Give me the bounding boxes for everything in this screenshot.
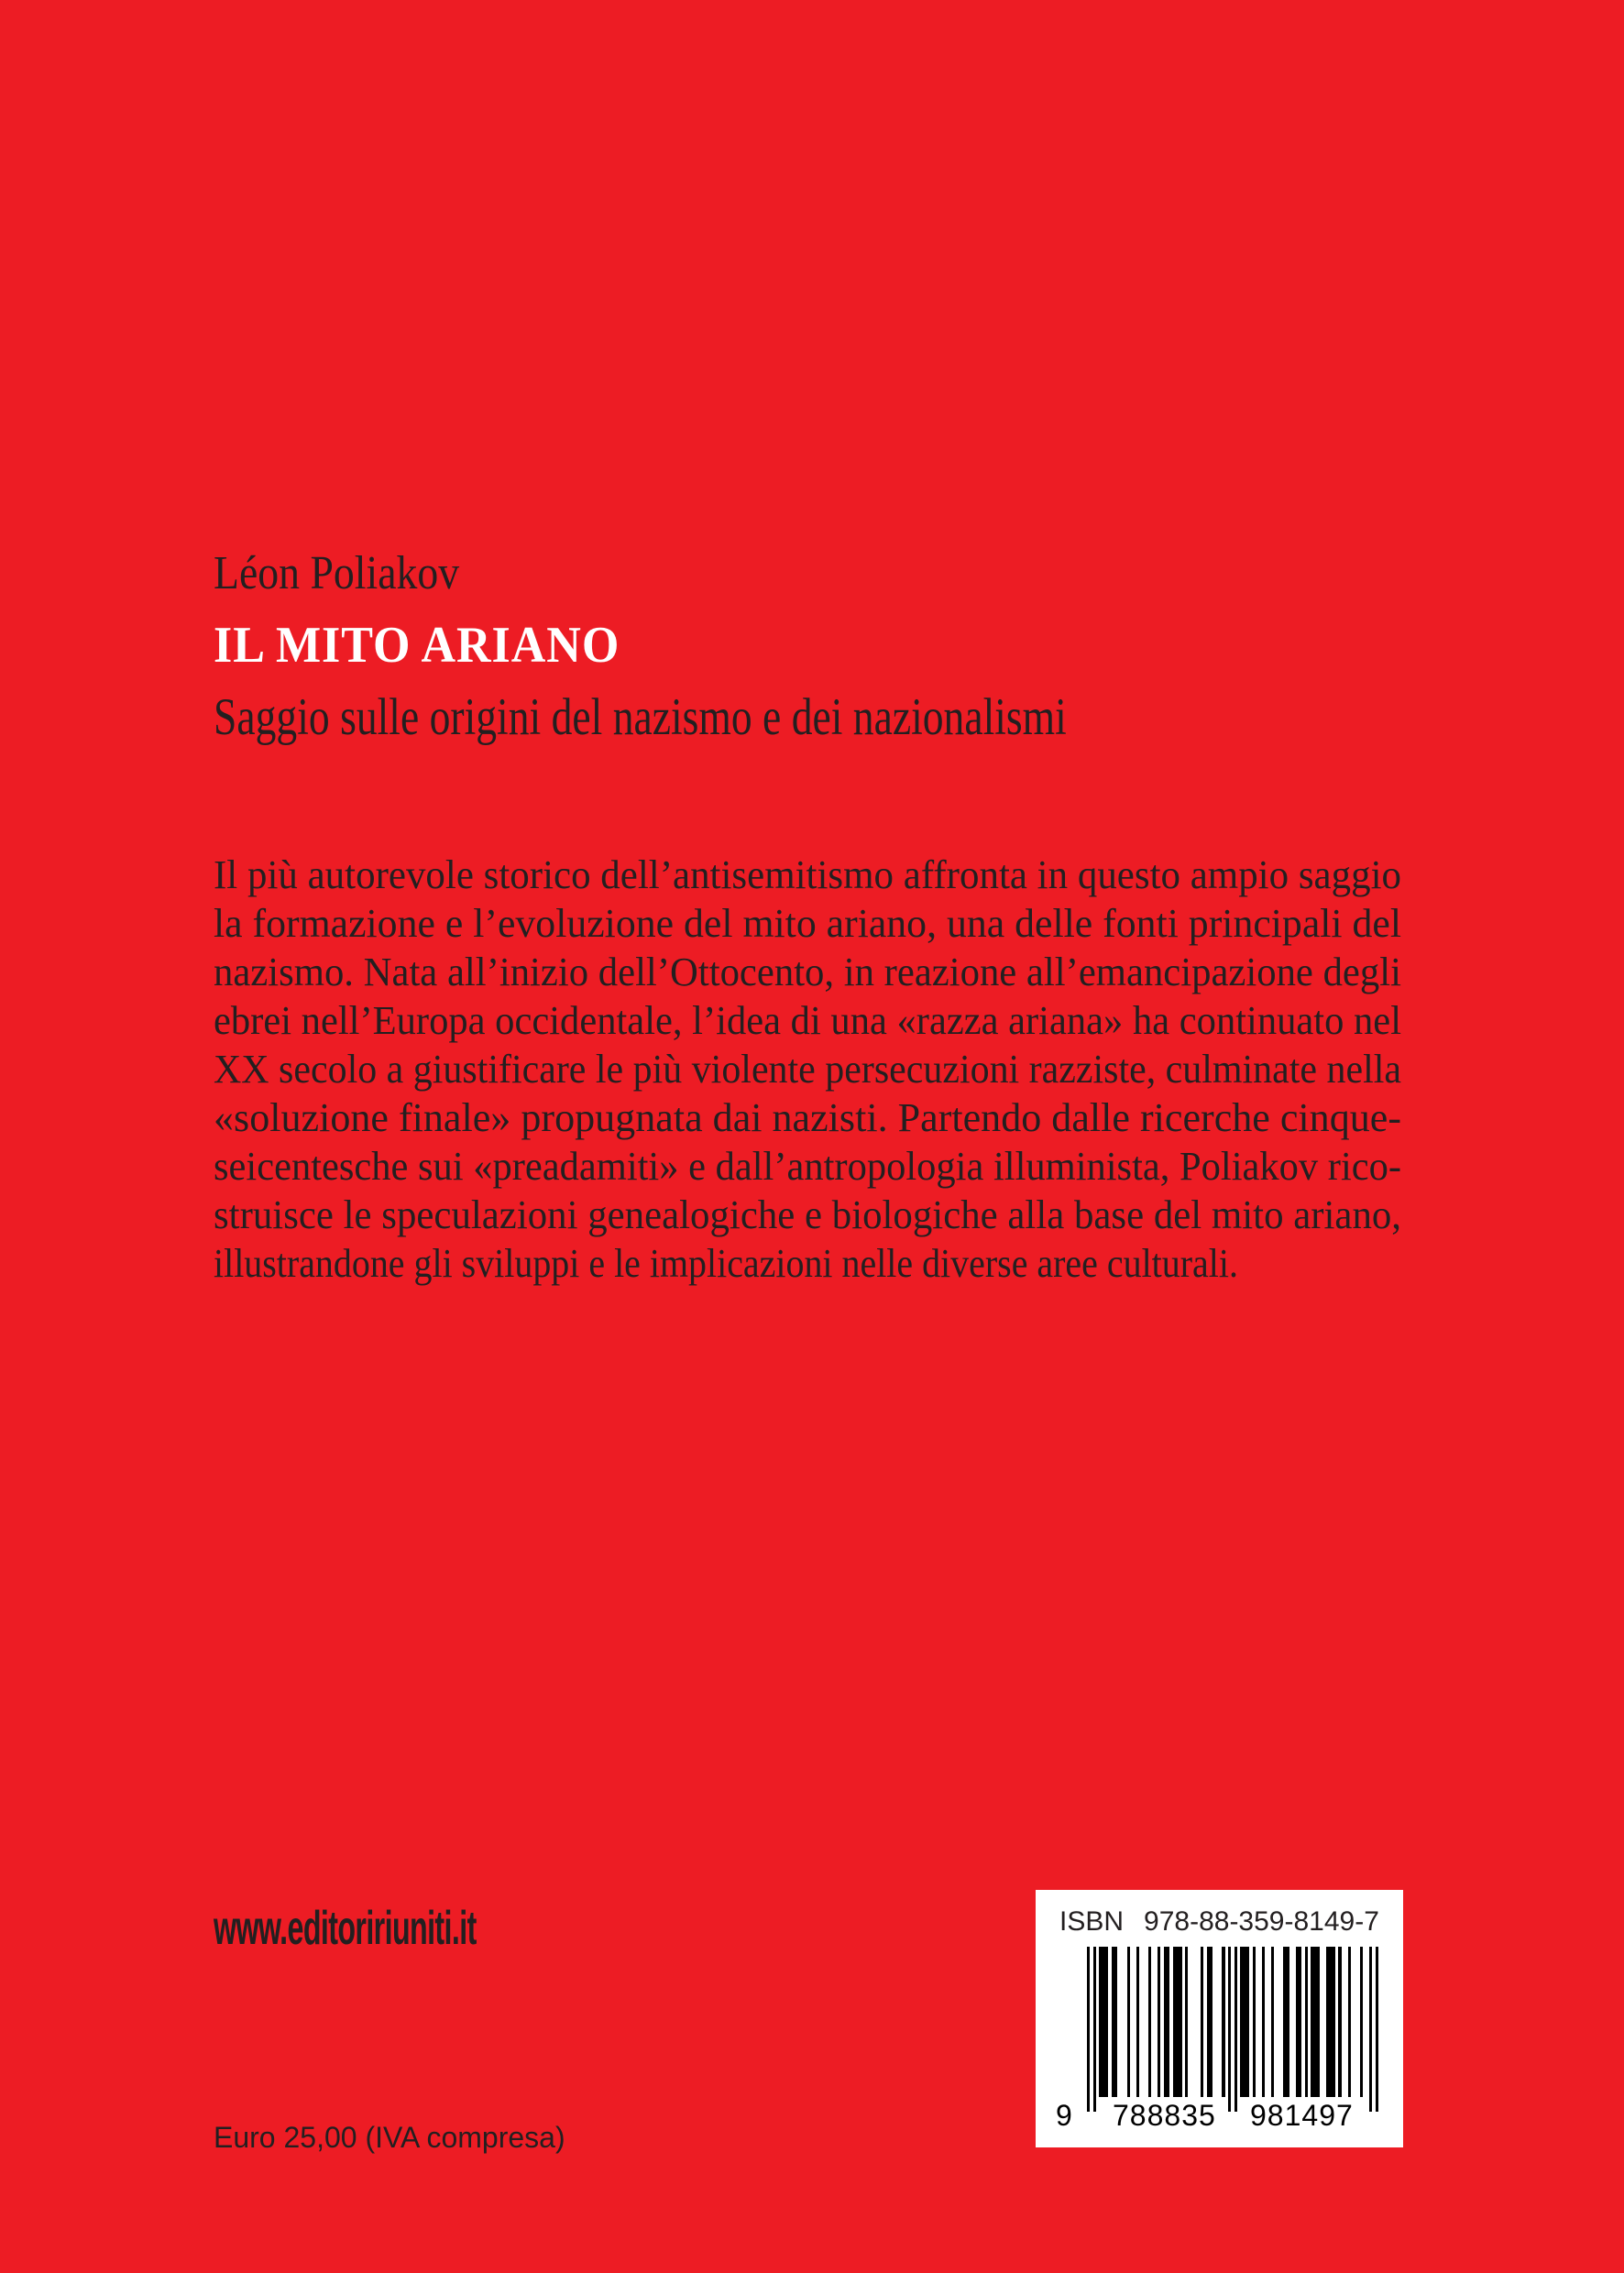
barcode-bar: [1369, 1947, 1372, 2112]
barcode-digit-first: 9: [1056, 2099, 1072, 2132]
barcode-bar: [1136, 1947, 1139, 2097]
blurb-paragraph: [214, 851, 1401, 1288]
barcode-bar: [1164, 1947, 1170, 2097]
barcode-bar: [1099, 1947, 1108, 2097]
barcode-bar: [1228, 1947, 1231, 2112]
barcode-bar: [1148, 1947, 1151, 2097]
author-name: Léon Poliakov: [214, 547, 460, 599]
barcode-bar: [1093, 1947, 1096, 2112]
barcode-bar: [1201, 1947, 1203, 2097]
blurb-line: struisce le speculazioni genealogiche e biologiche alla base del mito ariano,: [214, 1192, 1402, 1237]
isbn-prefix: ISBN: [1059, 1906, 1125, 1937]
barcode-bar: [1253, 1947, 1256, 2097]
isbn-barcode-box: [1036, 1890, 1403, 2147]
barcode-digits-right: 981497: [1250, 2099, 1354, 2132]
barcode-bar: [1158, 1947, 1160, 2097]
book-subtitle: Saggio sulle origini del nazismo e dei nazionalismi: [214, 688, 1067, 746]
barcode-bar: [1376, 1947, 1378, 2112]
barcode-bar: [1326, 1947, 1335, 2097]
barcode-icon: [1087, 1947, 1378, 2112]
barcode-bar: [1173, 1947, 1182, 2097]
barcode-bar: [1271, 1947, 1274, 2097]
barcode-bar: [1240, 1947, 1249, 2097]
blurb-line: Il più autorevole storico dell’antisemitismo affronta in questo ampio saggio: [214, 852, 1402, 897]
barcode-bar: [1127, 1947, 1130, 2097]
blurb-line: XX secolo a giustificare le più violente persecuzioni razziste, culminate nella: [214, 1047, 1402, 1092]
isbn-number: 978-88-359-8149-7: [1144, 1906, 1379, 1937]
isbn-label: [1059, 1906, 1379, 1938]
blurb-line: la formazione e l’evoluzione del mito ariano, una delle fonti principali del: [214, 901, 1402, 946]
blurb-line: seicentesche sui «preadamiti» e dall’antropologia illuminista, Poliakov rico-: [214, 1144, 1402, 1189]
publisher-website: www.editoririuniti.it: [214, 1902, 477, 1955]
barcode-bar: [1348, 1947, 1351, 2097]
barcode-bar: [1207, 1947, 1213, 2097]
barcode-bar: [1262, 1947, 1265, 2097]
price-label: Euro 25,00 (IVA compresa): [214, 2121, 565, 2154]
blurb-line: nazismo. Nata all’inizio dell’Ottocento, in reazione all’emancipazione degli: [214, 950, 1401, 994]
blurb-line last: illustrandone gli sviluppi e le implicazioni nelle diverse aree culturali.: [214, 1241, 1238, 1286]
barcode-digits-left: 788835: [1113, 2099, 1216, 2132]
barcode-bar: [1311, 1947, 1320, 2097]
barcode-bar: [1185, 1947, 1188, 2097]
barcode-bar: [1087, 1947, 1090, 2112]
blurb-line: «soluzione finale» propugnata dai nazisti. Partendo dalle ricerche cinque-: [214, 1095, 1402, 1140]
barcode-bar: [1296, 1947, 1302, 2097]
barcode-bar: [1112, 1947, 1118, 2097]
barcode-bar: [1338, 1947, 1341, 2097]
barcode-bar: [1360, 1947, 1363, 2097]
barcode-bar: [1234, 1947, 1237, 2112]
barcode-bar: [1222, 1947, 1224, 2097]
blurb-line: ebrei nell’Europa occidentale, l’idea di una «razza ariana» ha continuato nel: [214, 998, 1402, 1043]
barcode-bar: [1283, 1947, 1289, 2097]
book-title: IL MITO ARIANO: [214, 617, 620, 674]
barcode-bar: [1305, 1947, 1308, 2097]
